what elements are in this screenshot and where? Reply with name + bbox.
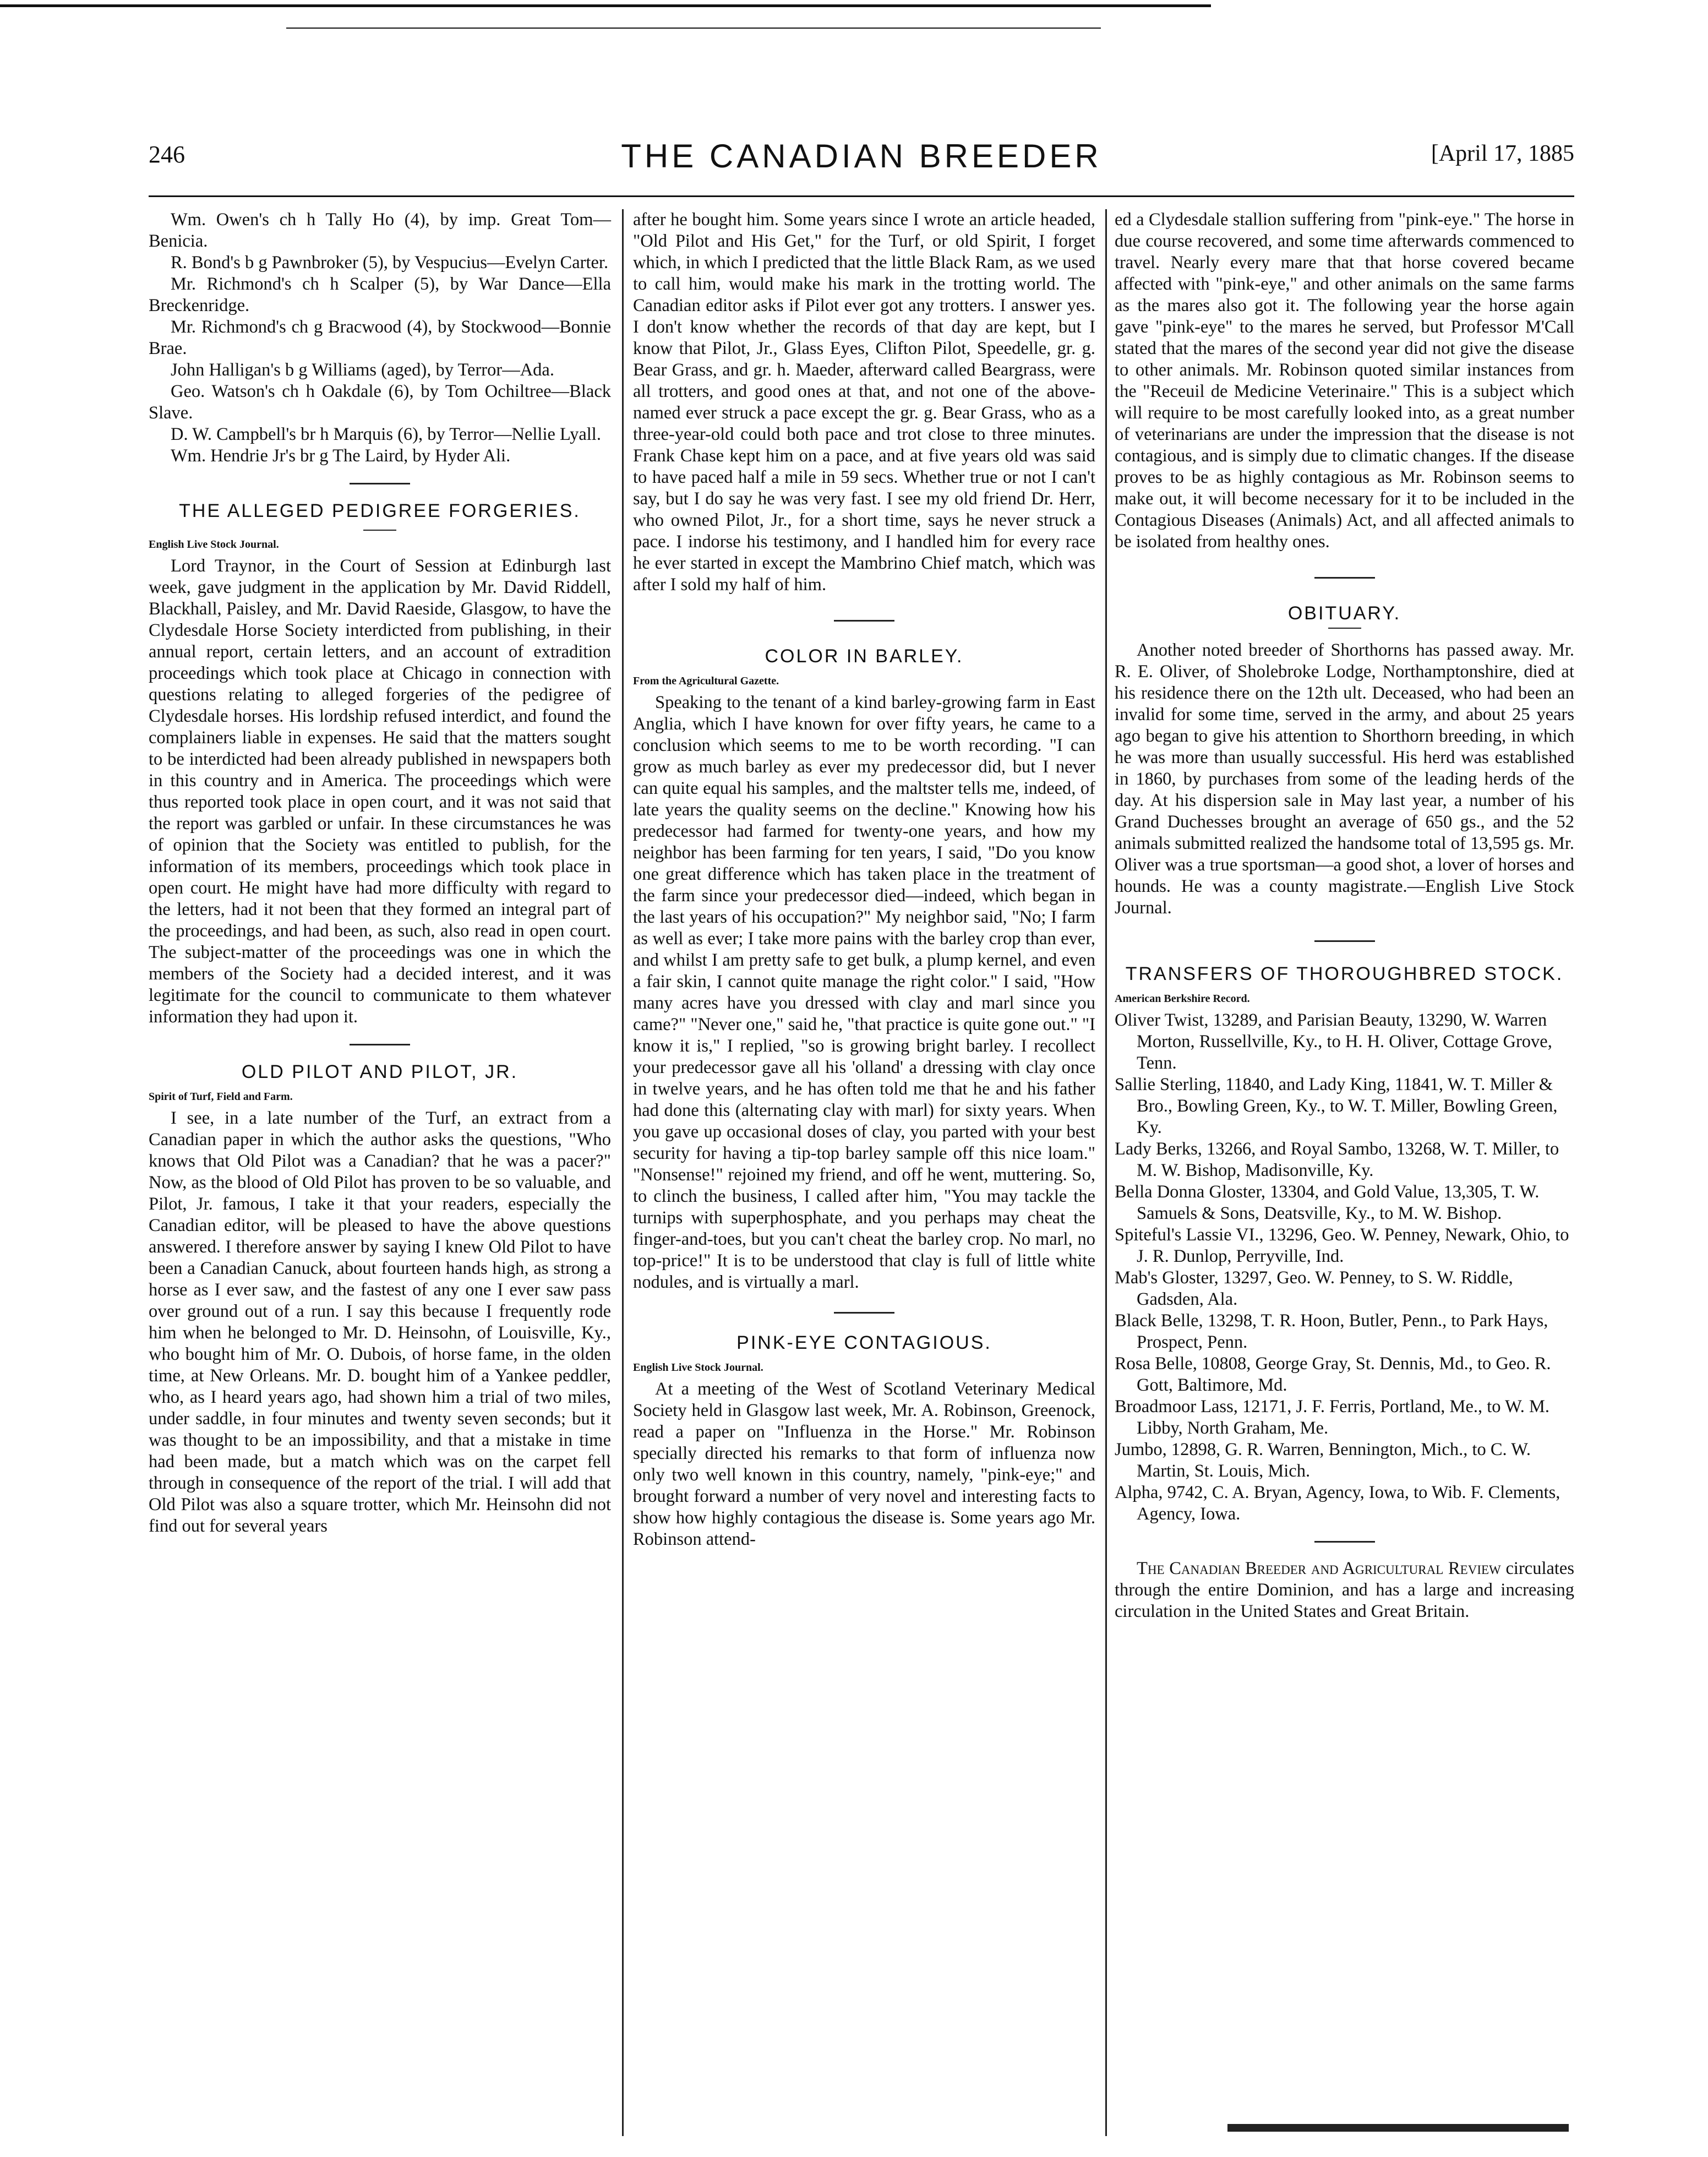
section-divider bbox=[350, 483, 410, 484]
section-divider bbox=[350, 1044, 410, 1045]
closing-body: circulates through the entire Dominion, and has a large and increasing circulation in the United States and Great Britain. bbox=[1115, 1559, 1574, 1621]
transfer-item: Mab's Gloster, 13297, Geo. W. Penney, to S. W. Riddle, Gadsden, Ala. bbox=[1115, 1268, 1513, 1309]
transfer-item: Alpha, 9742, C. A. Bryan, Agency, Iowa, to Wib. F. Clements, Agency, Iowa. bbox=[1115, 1483, 1560, 1524]
article-body: Lord Traynor, in the Court of Session at Edinburgh last week, gave judgment in the application by Mr. David Riddell, Blackhall, Paisley, and Mr. David Raeside, Glasgow, to have the Clydesdale Horse Society interdicted from publishing, in their annual report, certain letters, and an account of extradition proceedings which took place at Chicago in connection with questions relating to alleged forgeries of the pedigree of Clydesdale horses. His lordship refused interdict, and found the complainers liable in expenses. He said that the matters sought to be interdicted had been already published in newspapers both in this country and in America. The proceedings which were thus reported took place in open court, and it was not said that the report was garbled or unfair. In these circumstances he was of opinion that the Society was entitled to publish, for the information of its members, proceedings which took place in open court. He might have had more difficulty with regard to the letters, had it not been that they formed an integral part of the proceedings, and had been, as such, also read in open court. The subject-matter of the proceedings was one in which the members of the Society had a decided interest, and it was legitimate for the council to communicate to them whatever information they had upon it. bbox=[149, 556, 611, 1027]
transfer-item: Lady Berks, 13266, and Royal Sambo, 13268, W. T. Miller, to M. W. Bishop, Madisonville, Ky. bbox=[1115, 1139, 1559, 1180]
transfer-item: Sallie Sterling, 11840, and Lady King, 11841, W. T. Miller & Bro., Bowling Green, Ky., to W. T. Miller, Bowling Green, Ky. bbox=[1115, 1075, 1558, 1137]
masthead bbox=[149, 140, 1574, 190]
race-entry: Wm. Hendrie Jr's br g The Laird, by Hyder Ali. bbox=[171, 446, 511, 466]
article-continuation: ed a Clydesdale stallion suffering from "pink-eye." The horse in due course recovered, and some time afterwards commenced to travel. Nearly every mare that that horse covered became affected with "pink-eye," and other animals on the same farms as the mares also got it. The following year the horse again gave "pink-eye" to the mares he served, but Professor M'Call stated that the mares of the second year did not give the disease to other animals. Mr. Robinson quoted similar instances from the "Receuil de Medicine Veterinaire." This is a subject which will require to be most carefully looked into, as a great number of veterinarians are under the impression that the disease is not contagious, and is simply due to climatic changes. If the disease proves to be as highly contagious as Mr. Robinson seems to make out, it will become necessary for it to be included in the Contagious Diseases (Animals) Act, and all affected animals to be isolated from healthy ones. bbox=[1115, 210, 1574, 552]
race-entry: Mr. Richmond's ch h Scalper (5), by War Dance—Ella Breckenridge. bbox=[149, 274, 611, 315]
column-divider bbox=[1105, 209, 1107, 2136]
page-number: 246 bbox=[149, 141, 185, 168]
race-entry: D. W. Campbell's br h Marquis (6), by Terror—Nellie Lyall. bbox=[171, 424, 601, 444]
article-source: Spirit of Turf, Field and Farm. bbox=[149, 1091, 293, 1103]
article-source: American Berkshire Record. bbox=[1115, 993, 1250, 1005]
article-title: COLOR IN BARLEY. bbox=[765, 646, 964, 667]
section-divider bbox=[1314, 940, 1375, 942]
article-body: I see, in a late number of the Turf, an extract from a Canadian paper in which the author asks the questions, "Who knows that Old Pilot was a Canadian? that he was a pacer?" Now, as the blood of Old Pilot has proven to be so valuable, and Pilot, Jr. famous, I take it that your readers, especially the Canadian editor, will be pleased to have the above questions answered. I therefore answer by saying I knew Old Pilot to have been a Canadian Canuck, about fourteen hands high, as strong a horse as I ever saw, and the fastest of any one I ever saw pass over ground out of a run. I say this because I frequently rode him when he belonged to Mr. D. Heinsohn, of Louisville, Ky., who bought him of Mr. O. Dubois, of horse fame, in the olden time, at New Orleans. Mr. D. bought him of a Yankee peddler, who, as I heard years ago, had shown him a trial of two miles, under saddle, in four minutes and twenty seven seconds; but it was thought to be an impossibility, and that a mistake in time had been made, but a match which was on the carpet fell through in consequence of the report of the trial. I will add that Old Pilot was also a square trotter, which Mr. Heinsohn did not find out for several years bbox=[149, 1108, 611, 1536]
article-title: TRANSFERS OF THOROUGHBRED STOCK. bbox=[1125, 963, 1564, 984]
transfer-item: Jumbo, 12898, G. R. Warren, Bennington, Mich., to C. W. Martin, St. Louis, Mich. bbox=[1115, 1440, 1531, 1481]
transfer-item: Broadmoor Lass, 12171, J. F. Ferris, Portland, Me., to W. M. Libby, North Graham, Me. bbox=[1115, 1397, 1550, 1438]
transfer-item: Spiteful's Lassie VI., 13296, Geo. W. Penney, Newark, Ohio, to J. R. Dunlop, Perryville, Ind. bbox=[1115, 1225, 1569, 1266]
title-underline bbox=[363, 530, 396, 531]
transfer-item: Rosa Belle, 10808, George Gray, St. Dennis, Md., to Geo. R. Gott, Baltimore, Md. bbox=[1115, 1354, 1551, 1395]
transfer-item: Bella Donna Gloster, 13304, and Gold Value, 13,305, T. W. Samuels & Sons, Deatsville, Ky., to M. W. Bishop. bbox=[1115, 1182, 1540, 1223]
race-entry: Wm. Owen's ch h Tally Ho (4), by imp. Great Tom—Benicia. bbox=[149, 210, 611, 251]
section-divider bbox=[834, 620, 894, 622]
article-title: OLD PILOT AND PILOT, JR. bbox=[241, 1061, 519, 1082]
article-source: English Live Stock Journal. bbox=[633, 1361, 763, 1374]
transfer-item: Oliver Twist, 13289, and Parisian Beauty, 13290, W. Warren Morton, Russellville, Ky., to H. H. Oliver, Cottage Grove, Tenn. bbox=[1115, 1010, 1552, 1073]
bottom-rule bbox=[1227, 2124, 1569, 2132]
article-title: OBITUARY. bbox=[1287, 603, 1401, 624]
article-source: From the Agricultural Gazette. bbox=[633, 675, 779, 687]
top-rule bbox=[0, 4, 1211, 7]
closing-lead: The Canadian Breeder and Agricultural Review bbox=[1137, 1559, 1501, 1578]
race-entry: Mr. Richmond's ch g Bracwood (4), by Stockwood—Bonnie Brae. bbox=[149, 317, 611, 358]
section-divider bbox=[1314, 1541, 1375, 1543]
columns bbox=[149, 209, 1574, 2136]
article-title: THE ALLEGED PEDIGREE FORGERIES. bbox=[179, 500, 581, 521]
closing-notice bbox=[1115, 1558, 1574, 1622]
publication-title: THE CANADIAN BREEDER bbox=[621, 138, 1102, 175]
section-divider bbox=[1314, 577, 1375, 579]
article-continuation: after he bought him. Some years since I wrote an article headed, "Old Pilot and His Get," for the Turf, or old Spirit, I forget which, in which I predicted that the little Black Ram, as we used to call him, would make his mark in the trotting world. The Canadian editor asks if Pilot ever got any trotters. I answer yes. I don't know whether the records of that day are kept, but I know that Pilot, Jr., Glass Eyes, Clifton Pilot, Speedelle, gr. g. Bear Grass, and gr. h. Maeder, afterward called Beargrass, were all trotters, and good ones at that, and not one of the above-named ever struck a pace except the gr. g. Bear Grass, who as a three-year-old could both pace and trot close to three minutes. Frank Chase kept him on a pace, and at five years old was said to have paced half a mile in 59 secs. Whether true or not I can't say, but I do say he was very fast. I see my old friend Dr. Herr, who owned Pilot, Jr., for a short time, says he never struck a pace. I indorse his testimony, and I handled him for every race he ever started in except the Mambrino Chief match, which was after I sold my half of him. bbox=[633, 210, 1095, 595]
race-entry: Geo. Watson's ch h Oakdale (6), by Tom Ochiltree—Black Slave. bbox=[149, 382, 611, 423]
section-divider bbox=[834, 1312, 894, 1314]
column-1 bbox=[149, 209, 611, 1537]
article-title: PINK-EYE CONTAGIOUS. bbox=[736, 1332, 992, 1353]
column-divider bbox=[622, 209, 624, 2136]
issue-date: [April 17, 1885 bbox=[1431, 141, 1574, 166]
column-3 bbox=[1115, 209, 1574, 1622]
race-entry: John Halligan's b g Williams (aged), by Terror—Ada. bbox=[171, 360, 554, 380]
race-entry: R. Bond's b g Pawnbroker (5), by Vespucius—Evelyn Carter. bbox=[171, 253, 609, 273]
article-body: At a meeting of the West of Scotland Veterinary Medical Society held in Glasgow last week, Mr. A. Robinson, Greenock, read a paper on "Influenza in the Horse." Mr. Robinson specially directed his remarks to that form of influenza now only two well known in this country, namely, "pink-eye;" and brought forward a number of very novel and interesting facts to show how highly contagious the disease is. Some years ago Mr. Robinson attend- bbox=[633, 1379, 1095, 1549]
article-body: Speaking to the tenant of a kind barley-growing farm in East Anglia, which I have known for over fifty years, he came to a conclusion which seems to me to be worth recording. "I can grow as much barley as ever my predecessor did, but I never can quite equal his samples, and the maltster tells me, indeed, of late years the quality seems on the decline." Knowing how his predecessor had farmed for twenty-one years, and how my neighbor has been farming for ten years, I said, "Do you know one great difference which has taken place in the treatment of the farm since your predecessor died—indeed, which began in the last years of his occupation?" My neighbor said, "No; I farm as well as ever; I take more pains with the barley crop than ever, and whilst I am pretty safe to get bulk, a plump kernel, and even a fair skin, I cannot quite manage the right color." I said, "How many acres have you dressed with clay and marl since you came?" "Never one," said he, "that practice is quite gone out." "I know it is," I replied, "so is growing bright barley. I recollect your predecessor gave all his 'olland' a dressing with clay once in twelve years, and he has often told me that he and his father had done this (alternating clay with marl) for sixty years. When you gave up occasional doses of clay, you parted with your best security for having a tip-top barley sample off this nice loam." "Nonsense!" rejoined my friend, and off he went, muttering. So, to clinch the business, I called after him, "You may tackle the turnips with superphosphate, and you perhaps may cheat the finger-and-toes, but you can't cheat the barley crop. No marl, no top-price!" It is to be understood that clay is full of little white nodules, and is virtually a marl. bbox=[633, 693, 1095, 1292]
top-rule-thin bbox=[286, 28, 1101, 29]
column-2 bbox=[633, 209, 1095, 1550]
transfer-item: Black Belle, 13298, T. R. Hoon, Butler, Penn., to Park Hays, Prospect, Penn. bbox=[1115, 1311, 1548, 1352]
article-source: English Live Stock Journal. bbox=[149, 538, 279, 551]
title-underline bbox=[1328, 628, 1361, 629]
article-body: Another noted breeder of Shorthorns has passed away. Mr. R. E. Oliver, of Sholebroke Lodge, Northamptonshire, died at his residence there on the 12th ult. Deceased, who had been an invalid for some time, served in the army, and about 25 years ago began to give his attention to Shorthorn breeding, in which he was more than usually successful. His herd was established in 1860, by purchases from some of the leading herds of the day. At his dispersion sale in May last year, a number of his Grand Duchesses brought an average of 650 gs., and the 52 animals submitted realized the handsome total of 13,595 gs. Mr. Oliver was a true sportsman—a good shot, a lover of horses and hounds. He was a county magistrate.—English Live Stock Journal. bbox=[1115, 640, 1574, 918]
header-rule bbox=[149, 195, 1574, 197]
